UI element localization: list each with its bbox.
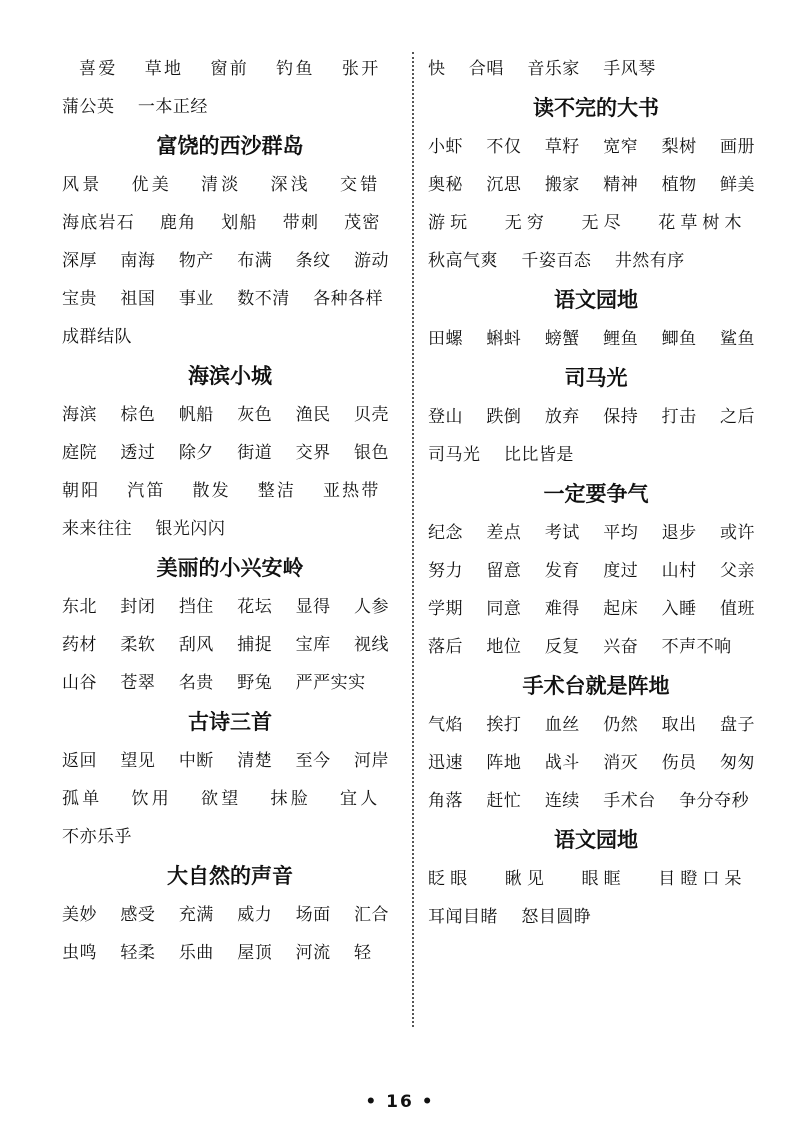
vocab-word: 清楚 xyxy=(237,751,273,771)
vocab-word: 南海 xyxy=(120,251,156,271)
lesson-title: 读不完的大书 xyxy=(533,96,659,120)
vocab-word: 交错 xyxy=(340,175,381,195)
vocab-word: 挨打 xyxy=(486,715,522,735)
vocab-word: 血丝 xyxy=(544,715,580,735)
page-number: • 16 • xyxy=(365,1092,435,1112)
vocab-word: 返回 xyxy=(62,751,97,771)
lesson-section xyxy=(62,50,398,126)
vocab-word: 连续 xyxy=(544,791,580,811)
vocab-word: 喜爱 xyxy=(79,59,118,79)
vocab-word: 阵地 xyxy=(486,753,522,773)
vocab-word: 游动 xyxy=(354,251,390,271)
vocab-word: 优美 xyxy=(131,175,173,195)
vocab-word: 瞅见 xyxy=(504,869,549,889)
vocab-word: 或许 xyxy=(720,523,756,543)
vocab-word: 除夕 xyxy=(178,443,214,463)
lesson-title: 美丽的小兴安岭 xyxy=(156,556,304,580)
vocab-word: 地位 xyxy=(486,637,522,657)
vocab-word: 发育 xyxy=(544,561,580,581)
vocab-word: 蝌蚪 xyxy=(486,329,522,349)
word-list xyxy=(62,588,398,702)
vocab-word: 角落 xyxy=(428,791,463,811)
vocab-word: 宝贵 xyxy=(62,289,97,309)
lesson-section xyxy=(428,820,764,936)
vocab-word: 清淡 xyxy=(201,175,242,195)
vocab-word: 鲨鱼 xyxy=(720,329,756,349)
vocab-word: 饮用 xyxy=(131,789,173,809)
word-list xyxy=(62,50,398,126)
vocab-word: 孤单 xyxy=(62,789,103,809)
vocab-word: 难得 xyxy=(544,599,580,619)
lesson-section xyxy=(428,280,764,358)
vocab-word: 争分夺秒 xyxy=(679,791,750,811)
vocab-word: 捕捉 xyxy=(237,635,273,655)
lesson-title: 语文园地 xyxy=(554,288,638,312)
vocab-word: 迅速 xyxy=(428,753,463,773)
lesson-section xyxy=(62,856,398,972)
vocab-word: 气焰 xyxy=(428,715,463,735)
vocab-word: 钓鱼 xyxy=(276,59,315,79)
vocab-word: 中断 xyxy=(178,751,214,771)
vocab-word: 海底岩石 xyxy=(62,213,135,233)
word-list xyxy=(428,128,764,280)
vocab-word: 精神 xyxy=(603,175,639,195)
vocab-word: 庭院 xyxy=(62,443,97,463)
vocab-word: 宝库 xyxy=(295,635,331,655)
vocab-word: 窗前 xyxy=(210,59,250,79)
vocab-word: 鲫鱼 xyxy=(661,329,697,349)
word-list xyxy=(428,320,764,358)
vocab-word: 司马光 xyxy=(428,445,481,465)
vocab-word: 快 xyxy=(428,59,446,79)
vocab-word: 放弃 xyxy=(544,407,580,427)
vocab-word: 匆匆 xyxy=(720,753,756,773)
vocab-word: 田螺 xyxy=(428,329,463,349)
vocab-word: 消灭 xyxy=(603,753,639,773)
vocab-word: 物产 xyxy=(178,251,214,271)
vocab-word: 海滨 xyxy=(62,405,97,425)
lesson-title: 富饶的西沙群岛 xyxy=(156,134,304,158)
vocab-word: 取出 xyxy=(661,715,697,735)
vocab-word: 汇合 xyxy=(354,905,390,925)
vocab-word: 纪念 xyxy=(428,523,463,543)
vocab-word: 河岸 xyxy=(354,751,390,771)
vocab-word: 比比皆是 xyxy=(503,445,574,465)
vocab-word: 山村 xyxy=(661,561,697,581)
vocab-word: 秋高气爽 xyxy=(428,251,498,271)
lesson-section xyxy=(428,358,764,474)
vocab-word: 街道 xyxy=(237,443,273,463)
lesson-section xyxy=(62,548,398,702)
left-column xyxy=(62,50,398,972)
vocab-word: 祖国 xyxy=(120,289,156,309)
vocab-word: 柔软 xyxy=(120,635,156,655)
word-list xyxy=(62,742,398,856)
vocab-word: 搬家 xyxy=(544,175,580,195)
vocab-word: 保持 xyxy=(603,407,639,427)
vocab-word: 来来往往 xyxy=(62,519,132,539)
word-list xyxy=(428,860,764,936)
vocab-word: 跌倒 xyxy=(486,407,522,427)
lesson-title: 古诗三首 xyxy=(188,710,272,734)
vocab-word: 数不清 xyxy=(237,289,290,309)
vocab-word: 整洁 xyxy=(257,481,297,501)
word-list xyxy=(62,166,398,356)
vocab-word: 朝阳 xyxy=(62,481,101,501)
vocab-word: 苍翠 xyxy=(120,673,156,693)
vocab-word: 封闭 xyxy=(120,597,156,617)
vocab-word: 植物 xyxy=(661,175,697,195)
vocab-word: 伤员 xyxy=(661,753,697,773)
vocab-word: 威力 xyxy=(237,905,273,925)
vocab-word: 手术台 xyxy=(603,791,656,811)
lesson-section xyxy=(62,702,398,856)
vocab-word: 手风琴 xyxy=(603,59,656,79)
vocab-word: 贝壳 xyxy=(354,405,390,425)
vocab-word: 度过 xyxy=(603,561,639,581)
vocab-word: 欲望 xyxy=(201,789,242,809)
vocab-word: 风景 xyxy=(62,175,103,195)
vocab-word: 值班 xyxy=(720,599,756,619)
lesson-title: 语文园地 xyxy=(554,828,638,852)
vocab-word: 之后 xyxy=(720,407,756,427)
vocab-word: 蒲公英 xyxy=(62,97,115,117)
word-list xyxy=(428,50,764,88)
vocab-word: 考试 xyxy=(544,523,580,543)
vocab-word: 努力 xyxy=(428,561,463,581)
vocab-word: 宜人 xyxy=(340,789,381,809)
vocab-word: 兴奋 xyxy=(603,637,639,657)
vocab-word: 不声不响 xyxy=(661,637,732,657)
vocab-word: 奥秘 xyxy=(428,175,463,195)
lesson-section xyxy=(428,474,764,666)
vocab-word: 鲜美 xyxy=(720,175,756,195)
vocab-word: 布满 xyxy=(237,251,273,271)
vocab-word: 一本正经 xyxy=(137,97,208,117)
vocab-word: 合唱 xyxy=(468,59,504,79)
vocab-word: 灰色 xyxy=(237,405,273,425)
word-list xyxy=(62,896,398,972)
word-list xyxy=(428,514,764,666)
right-column xyxy=(428,50,764,936)
vocab-word: 散发 xyxy=(192,481,231,501)
lesson-title: 司马光 xyxy=(564,366,628,390)
vocab-word: 东北 xyxy=(62,597,97,617)
vocab-word: 棕色 xyxy=(120,405,156,425)
vocab-word: 场面 xyxy=(295,905,331,925)
lesson-section xyxy=(428,666,764,820)
vocab-word: 小虾 xyxy=(428,137,463,157)
vocab-word: 山谷 xyxy=(62,673,97,693)
vocab-word: 差点 xyxy=(486,523,522,543)
vocab-word: 父亲 xyxy=(720,561,756,581)
lesson-section xyxy=(428,50,764,88)
vocab-word: 充满 xyxy=(178,905,214,925)
vocab-word: 无尽 xyxy=(581,213,626,233)
vocab-word: 亚热带 xyxy=(322,481,381,501)
vocab-word: 严严实实 xyxy=(295,673,366,693)
vocab-word: 同意 xyxy=(486,599,522,619)
vocab-word: 河流 xyxy=(295,943,331,963)
lesson-section xyxy=(62,126,398,356)
vocab-word: 交界 xyxy=(295,443,331,463)
word-list xyxy=(428,398,764,474)
vocab-word: 仍然 xyxy=(603,715,639,735)
vocab-word: 成群结队 xyxy=(62,327,132,347)
vocab-word: 画册 xyxy=(720,137,756,157)
vocab-word: 银光闪闪 xyxy=(155,519,226,539)
lesson-section xyxy=(428,88,764,280)
vocab-word: 落后 xyxy=(428,637,463,657)
vocab-word: 帆船 xyxy=(178,405,214,425)
vocab-word: 刮风 xyxy=(178,635,214,655)
vocab-word: 怒目圆睁 xyxy=(521,907,592,927)
vocab-word: 战斗 xyxy=(544,753,580,773)
vocab-word: 人参 xyxy=(354,597,390,617)
vocab-word: 留意 xyxy=(486,561,522,581)
vocab-word: 音乐家 xyxy=(527,59,580,79)
vocab-word: 登山 xyxy=(428,407,463,427)
vocab-word: 抹脸 xyxy=(270,789,312,809)
vocab-word: 银色 xyxy=(354,443,390,463)
vocab-word: 乐曲 xyxy=(178,943,214,963)
vocab-word: 草地 xyxy=(144,59,184,79)
vocab-word: 张开 xyxy=(341,59,381,79)
vocab-word: 游玩 xyxy=(428,213,473,233)
vocab-word: 目瞪口呆 xyxy=(658,869,747,889)
vocab-word: 茂密 xyxy=(344,213,381,233)
vocab-word: 不仅 xyxy=(486,137,522,157)
lesson-title: 手术台就是阵地 xyxy=(522,674,670,698)
vocab-word: 屋顶 xyxy=(237,943,273,963)
vocab-word: 轻柔 xyxy=(120,943,156,963)
vocab-word: 划船 xyxy=(221,213,258,233)
word-list xyxy=(62,396,398,548)
vocab-word: 眼眶 xyxy=(581,869,626,889)
vocab-word: 打击 xyxy=(661,407,697,427)
vocab-word: 感受 xyxy=(120,905,156,925)
vocab-word: 耳闻目睹 xyxy=(428,907,498,927)
vocab-word: 梨树 xyxy=(661,137,697,157)
vocab-word: 野兔 xyxy=(237,673,273,693)
vocab-word: 盘子 xyxy=(720,715,756,735)
vocab-word: 宽窄 xyxy=(603,137,639,157)
vocab-word: 井然有序 xyxy=(614,251,685,271)
column-divider xyxy=(412,52,414,1027)
vocab-word: 入睡 xyxy=(661,599,697,619)
vocab-word: 退步 xyxy=(661,523,697,543)
vocab-word: 千姿百态 xyxy=(521,251,592,271)
vocab-word: 带刺 xyxy=(282,213,320,233)
vocab-word: 事业 xyxy=(178,289,214,309)
vocab-word: 汽笛 xyxy=(127,481,166,501)
vocab-word: 视线 xyxy=(354,635,390,655)
vocab-word: 螃蟹 xyxy=(544,329,580,349)
lesson-title: 一定要争气 xyxy=(543,482,649,506)
vocab-word: 草籽 xyxy=(544,137,580,157)
word-list xyxy=(428,706,764,820)
lesson-title: 海滨小城 xyxy=(188,364,272,388)
vocab-word: 轻 xyxy=(354,943,372,963)
vocab-word: 鹿角 xyxy=(159,213,197,233)
lesson-section xyxy=(62,356,398,548)
vocab-word: 挡住 xyxy=(178,597,214,617)
vocab-word: 反复 xyxy=(544,637,580,657)
vocab-word: 无穷 xyxy=(504,213,549,233)
vocab-word: 显得 xyxy=(295,597,331,617)
vocab-word: 眨眼 xyxy=(428,869,473,889)
vocab-word: 赶忙 xyxy=(486,791,522,811)
vocab-word: 虫鸣 xyxy=(62,943,97,963)
vocab-word: 鲤鱼 xyxy=(603,329,639,349)
vocab-word: 平均 xyxy=(603,523,639,543)
vocab-word: 深厚 xyxy=(62,251,97,271)
vocab-word: 名贵 xyxy=(178,673,214,693)
vocab-word: 药材 xyxy=(62,635,97,655)
vocab-word: 沉思 xyxy=(486,175,522,195)
vocab-word: 起床 xyxy=(603,599,639,619)
vocab-word: 深浅 xyxy=(270,175,312,195)
vocab-word: 至今 xyxy=(295,751,331,771)
vocab-word: 花坛 xyxy=(237,597,273,617)
vocab-word: 不亦乐乎 xyxy=(62,827,132,847)
vocab-word: 美妙 xyxy=(62,905,97,925)
lesson-title: 大自然的声音 xyxy=(167,864,293,888)
vocab-word: 各种各样 xyxy=(313,289,384,309)
vocab-word: 透过 xyxy=(120,443,156,463)
vocab-word: 条纹 xyxy=(295,251,331,271)
vocab-word: 望见 xyxy=(120,751,156,771)
vocab-word: 渔民 xyxy=(295,405,331,425)
vocab-word: 花草树木 xyxy=(658,213,747,233)
vocab-word: 学期 xyxy=(428,599,463,619)
